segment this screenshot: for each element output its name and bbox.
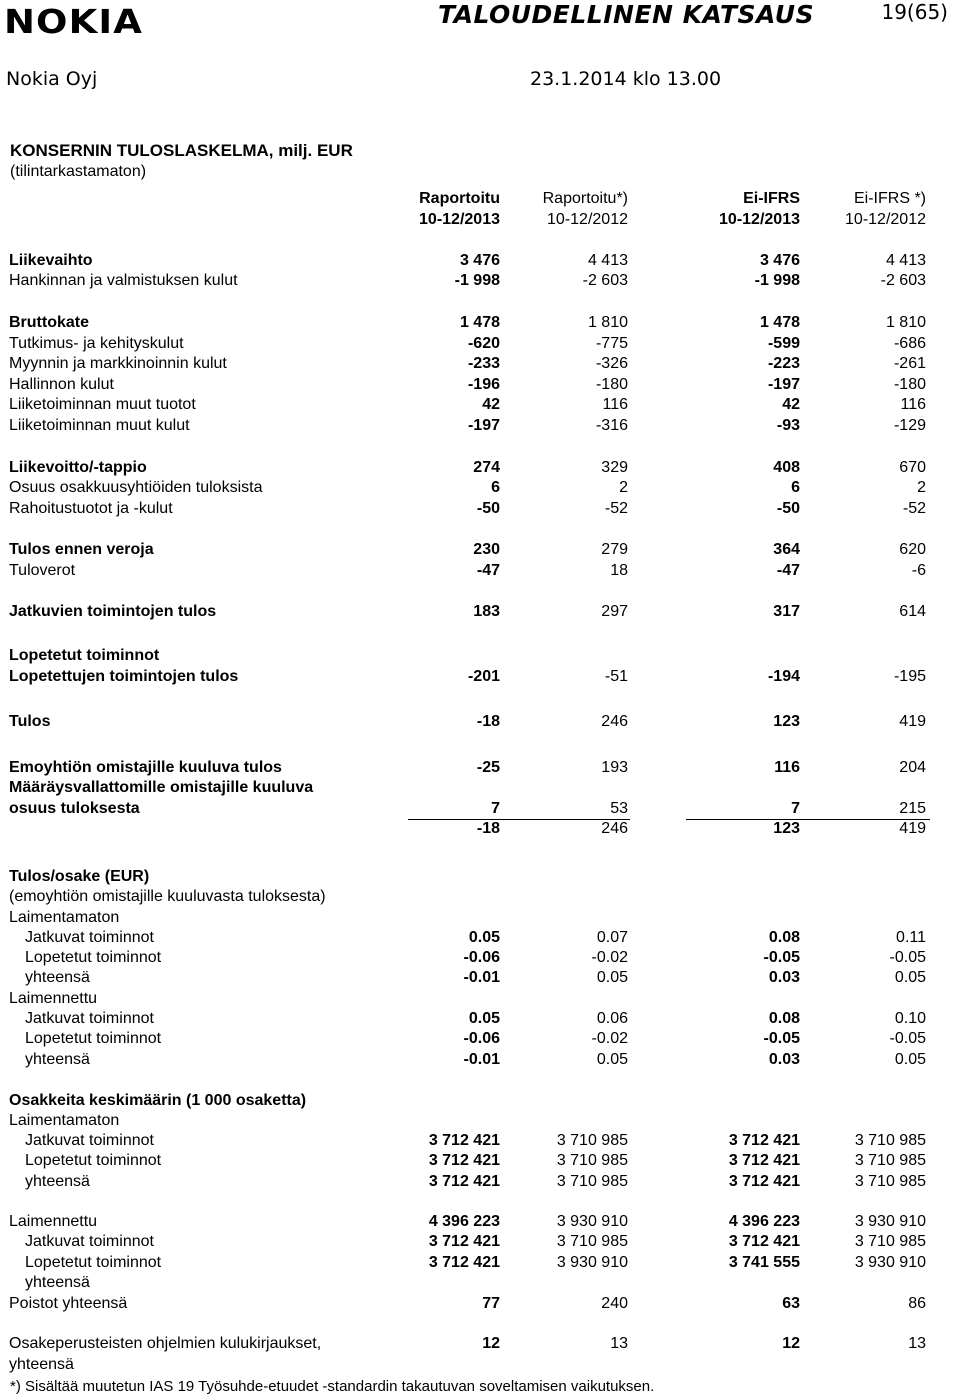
cell-col-1: 183: [473, 603, 500, 620]
column-header-2-line2: 10-12/2012: [547, 211, 628, 228]
row-label: yhteensä: [25, 969, 90, 986]
cell-col-4: 2: [917, 479, 926, 496]
cell-col-4: 3 930 910: [854, 1213, 926, 1230]
cell-col-4: 3 710 985: [854, 1233, 926, 1250]
cell-col-1: -233: [467, 355, 500, 372]
table-row: [0, 353, 960, 374]
table-row: [0, 333, 960, 354]
row-label: Poistot yhteensä: [9, 1295, 128, 1312]
table-row: [0, 394, 960, 415]
cell-col-1: -197: [467, 417, 500, 434]
cell-col-4: -6: [911, 562, 926, 579]
cell-col-3: 12: [782, 1335, 800, 1352]
table-row: [0, 757, 960, 778]
cell-col-2: 193: [601, 759, 628, 776]
column-header-4-line1: Ei-IFRS *): [854, 190, 926, 207]
row-label: Lopetetut toiminnot: [25, 1152, 162, 1169]
cell-col-2: 3 930 910: [556, 1254, 628, 1271]
table-row: [0, 270, 960, 291]
cell-col-3: -50: [776, 500, 800, 517]
cell-col-2: 3 930 910: [556, 1213, 628, 1230]
cell-col-2: 18: [610, 562, 628, 579]
cell-col-1: 230: [473, 541, 500, 558]
table-row: [0, 988, 960, 1009]
row-label: Lopetetut toiminnot: [9, 647, 160, 664]
table-row: [0, 1231, 960, 1252]
table-row: [0, 798, 960, 819]
cell-col-2: 0.05: [596, 1051, 628, 1068]
cell-col-1: 3 712 421: [428, 1132, 500, 1149]
table-row: [0, 947, 960, 968]
cell-col-1: -1 998: [454, 272, 500, 289]
row-label: Tulos ennen veroja: [9, 541, 154, 558]
row-label: Osakeperusteisten ohjelmien kulukirjaukset,: [9, 1335, 322, 1352]
row-label: Jatkuvien toimintojen tulos: [9, 603, 217, 620]
cell-col-3: 3 712 421: [728, 1152, 800, 1169]
table-row: [0, 1272, 960, 1293]
cell-col-3: 3 741 555: [728, 1254, 800, 1271]
table-row: [0, 818, 960, 839]
column-header-4-line2: 10-12/2012: [845, 211, 926, 228]
cell-col-2: 4 413: [587, 252, 628, 269]
cell-col-4: 620: [899, 541, 926, 558]
table-row: [0, 886, 960, 907]
row-label: osuus tuloksesta: [9, 800, 140, 817]
table-row: [0, 666, 960, 687]
row-label: Lopetetut toiminnot: [25, 1254, 162, 1271]
cell-col-2: -0.02: [591, 1030, 628, 1047]
table-row: [0, 1090, 960, 1111]
cell-col-2: 3 710 985: [556, 1152, 628, 1169]
cell-col-1: 3 712 421: [428, 1173, 500, 1190]
cell-col-2: 240: [601, 1295, 628, 1312]
row-label: Rahoitustuotot ja -kulut: [9, 500, 173, 517]
cell-col-1: 0.05: [468, 929, 500, 946]
section-subtitle: (tilintarkastamaton): [10, 163, 147, 180]
cell-col-1: -25: [476, 759, 500, 776]
cell-col-1: -0.01: [463, 1051, 500, 1068]
column-header-1-line2: 10-12/2013: [419, 211, 500, 228]
table-row: [0, 1354, 960, 1375]
cell-col-1: 4 396 223: [428, 1213, 500, 1230]
row-label: yhteensä: [25, 1173, 90, 1190]
cell-col-2: -775: [595, 335, 628, 352]
cell-col-4: 419: [899, 713, 926, 730]
cell-col-1: -620: [467, 335, 500, 352]
row-label: yhteensä: [9, 1356, 74, 1373]
cell-col-2: 116: [602, 396, 628, 413]
column-header-3-line1: Ei-IFRS: [743, 190, 800, 207]
row-label: Liiketoiminnan muut kulut: [9, 417, 190, 434]
cell-col-2: 279: [601, 541, 628, 558]
cell-col-1: -201: [467, 668, 500, 685]
cell-col-4: 3 930 910: [854, 1254, 926, 1271]
cell-col-2: 13: [610, 1335, 628, 1352]
company-name: Nokia Oyj: [6, 68, 98, 90]
table-row: [0, 312, 960, 333]
cell-col-1: -0.06: [463, 949, 500, 966]
cell-col-2: -0.02: [591, 949, 628, 966]
table-row: [0, 415, 960, 436]
table-row: [0, 1211, 960, 1232]
table-row: [0, 477, 960, 498]
row-label: Liikevoitto/-tappio: [9, 459, 147, 476]
cell-col-4: 4 413: [885, 252, 926, 269]
row-label: Määräysvallattomille omistajille kuuluva: [9, 779, 314, 796]
cell-col-2: -2 603: [582, 272, 628, 289]
cell-col-4: 1 810: [885, 314, 926, 331]
table-row: [0, 777, 960, 798]
row-label: Jatkuvat toiminnot: [25, 929, 154, 946]
cell-col-1: 0.05: [468, 1010, 500, 1027]
cell-col-4: 670: [899, 459, 926, 476]
cell-col-1: 3 476: [459, 252, 500, 269]
cell-col-3: 123: [773, 820, 800, 837]
cell-col-3: 364: [773, 541, 800, 558]
table-row: [0, 927, 960, 948]
table-row: [0, 539, 960, 560]
cell-col-4: 3 710 985: [854, 1152, 926, 1169]
cell-col-4: -52: [902, 500, 926, 517]
column-header-3: [680, 188, 800, 230]
cell-col-2: 3 710 985: [556, 1132, 628, 1149]
row-label: Osakkeita keskimäärin (1 000 osaketta): [9, 1092, 307, 1109]
cell-col-2: 0.06: [596, 1010, 628, 1027]
table-row: [0, 374, 960, 395]
cell-col-3: -197: [767, 376, 800, 393]
cell-col-3: -223: [767, 355, 800, 372]
cell-col-2: 297: [601, 603, 628, 620]
row-label: yhteensä: [25, 1274, 90, 1291]
column-header-3-line2: 10-12/2013: [719, 211, 800, 228]
row-label: yhteensä: [25, 1051, 90, 1068]
cell-col-1: 274: [473, 459, 500, 476]
row-label: (emoyhtiön omistajille kuuluvasta tuloksesta): [9, 888, 326, 905]
cell-col-4: 215: [899, 800, 926, 817]
cell-col-1: 3 712 421: [428, 1254, 500, 1271]
table-row: [0, 1028, 960, 1049]
cell-col-2: -51: [604, 668, 628, 685]
table-row: [0, 498, 960, 519]
cell-col-2: 0.05: [596, 969, 628, 986]
table-row: [0, 1150, 960, 1171]
table-row: [0, 967, 960, 988]
cell-col-3: 3 712 421: [728, 1132, 800, 1149]
cell-col-2: 2: [619, 479, 628, 496]
table-row: [0, 250, 960, 271]
cell-col-4: 3 710 985: [854, 1132, 926, 1149]
row-label: Jatkuvat toiminnot: [25, 1233, 154, 1250]
cell-col-1: -47: [476, 562, 500, 579]
cell-col-3: 116: [774, 759, 800, 776]
cell-col-3: 0.08: [768, 929, 800, 946]
row-label: Laimentamaton: [9, 909, 120, 926]
table-row: [0, 1293, 960, 1314]
table-row: [0, 711, 960, 732]
row-label: Osuus osakkuusyhtiöiden tuloksista: [9, 479, 263, 496]
cell-col-2: 246: [601, 713, 628, 730]
cell-col-4: 0.10: [894, 1010, 926, 1027]
cell-col-2: 246: [601, 820, 628, 837]
row-label: Liiketoiminnan muut tuotot: [9, 396, 196, 413]
cell-col-3: -0.05: [763, 949, 800, 966]
section-title: KONSERNIN TULOSLASKELMA, milj. EUR: [10, 141, 353, 160]
cell-col-3: 6: [791, 479, 800, 496]
cell-col-3: 0.03: [768, 1051, 800, 1068]
row-label: Lopetettujen toimintojen tulos: [9, 668, 239, 685]
table-row: [0, 1171, 960, 1192]
cell-col-4: 86: [908, 1295, 926, 1312]
document-title: TALOUDELLINEN KATSAUS: [438, 0, 815, 29]
cell-col-4: -195: [893, 668, 926, 685]
cell-col-2: 0.07: [596, 929, 628, 946]
cell-col-3: 42: [782, 396, 800, 413]
row-label: Laimennettu: [9, 990, 98, 1007]
row-label: Liikevaihto: [9, 252, 93, 269]
row-label: Lopetetut toiminnot: [25, 949, 162, 966]
cell-col-4: 0.05: [894, 969, 926, 986]
cell-col-4: -261: [893, 355, 926, 372]
cell-col-1: 3 712 421: [428, 1152, 500, 1169]
column-header-2: [508, 188, 628, 230]
cell-col-3: 408: [773, 459, 800, 476]
cell-col-4: -180: [893, 376, 926, 393]
cell-col-2: 1 810: [587, 314, 628, 331]
table-row: [0, 1110, 960, 1131]
row-label: Bruttokate: [9, 314, 90, 331]
cell-col-4: -2 603: [880, 272, 926, 289]
row-label: Myynnin ja markkinoinnin kulut: [9, 355, 227, 372]
table-row: [0, 560, 960, 581]
cell-col-1: 7: [491, 800, 500, 817]
cell-col-3: 0.08: [768, 1010, 800, 1027]
cell-col-4: 419: [899, 820, 926, 837]
cell-col-3: 3 712 421: [728, 1233, 800, 1250]
table-row: [0, 601, 960, 622]
row-label: Emoyhtiön omistajille kuuluva tulos: [9, 759, 282, 776]
cell-col-3: 4 396 223: [728, 1213, 800, 1230]
cell-col-2: -180: [595, 376, 628, 393]
column-header-1-line1: Raportoitu: [419, 190, 500, 207]
cell-col-3: 123: [773, 713, 800, 730]
cell-col-3: 317: [773, 603, 800, 620]
cell-col-4: 3 710 985: [854, 1173, 926, 1190]
cell-col-4: -129: [893, 417, 926, 434]
row-label: Laimennettu: [9, 1213, 98, 1230]
table-row: [0, 1252, 960, 1273]
cell-col-1: -18: [476, 713, 500, 730]
cell-col-3: 63: [782, 1295, 800, 1312]
cell-col-4: -686: [893, 335, 926, 352]
table-row: [0, 866, 960, 887]
table-row: [0, 907, 960, 928]
cell-col-4: -0.05: [889, 1030, 926, 1047]
cell-col-4: -0.05: [889, 949, 926, 966]
row-label: Hallinnon kulut: [9, 376, 114, 393]
column-header-1: [380, 188, 500, 230]
cell-col-1: -0.06: [463, 1030, 500, 1047]
table-row: [0, 645, 960, 666]
cell-col-3: 3 712 421: [728, 1173, 800, 1190]
table-row: [0, 1333, 960, 1354]
table-row: [0, 1008, 960, 1029]
cell-col-2: 53: [610, 800, 628, 817]
row-label: Lopetetut toiminnot: [25, 1030, 162, 1047]
cell-col-2: -52: [604, 500, 628, 517]
footnote: *) Sisältää muutetun IAS 19 Työsuhde-etuudet -standardin takautuvan soveltamisen vaikutuksen.: [10, 1378, 655, 1395]
column-header-4: [806, 188, 926, 230]
cell-col-3: 7: [791, 800, 800, 817]
table-row: [0, 1049, 960, 1070]
row-label: Tulos/osake (EUR): [9, 868, 150, 885]
cell-col-1: 3 712 421: [428, 1233, 500, 1250]
cell-col-1: -18: [476, 820, 500, 837]
cell-col-4: 614: [899, 603, 926, 620]
cell-col-3: -0.05: [763, 1030, 800, 1047]
row-label: Hankinnan ja valmistuksen kulut: [9, 272, 238, 289]
cell-col-1: 12: [482, 1335, 500, 1352]
row-label: Tuloverot: [9, 562, 76, 579]
cell-col-2: 3 710 985: [556, 1233, 628, 1250]
row-label: Tulos: [9, 713, 51, 730]
cell-col-4: 0.11: [896, 929, 926, 946]
row-label: Jatkuvat toiminnot: [25, 1132, 154, 1149]
cell-col-1: 1 478: [459, 314, 500, 331]
cell-col-1: 6: [491, 479, 500, 496]
column-header-2-line1: Raportoitu*): [542, 190, 628, 207]
release-date: 23.1.2014 klo 13.00: [530, 68, 722, 90]
table-row: [0, 1130, 960, 1151]
cell-col-3: -599: [767, 335, 800, 352]
cell-col-3: -1 998: [754, 272, 800, 289]
row-label: Laimentamaton: [9, 1112, 120, 1129]
cell-col-1: -0.01: [463, 969, 500, 986]
cell-col-4: 0.05: [894, 1051, 926, 1068]
row-label: Jatkuvat toiminnot: [25, 1010, 154, 1027]
cell-col-3: -93: [776, 417, 800, 434]
cell-col-4: 13: [908, 1335, 926, 1352]
row-label: Tutkimus- ja kehityskulut: [9, 335, 184, 352]
cell-col-1: 42: [482, 396, 500, 413]
cell-col-4: 204: [899, 759, 926, 776]
cell-col-3: 1 478: [759, 314, 800, 331]
cell-col-3: -194: [767, 668, 800, 685]
cell-col-1: 77: [482, 1295, 500, 1312]
cell-col-3: 0.03: [768, 969, 800, 986]
nokia-logo: NOKIA: [4, 2, 143, 41]
cell-col-1: -196: [467, 376, 500, 393]
page-number: 19(65): [881, 0, 948, 24]
cell-col-2: -316: [595, 417, 628, 434]
cell-col-2: -326: [595, 355, 628, 372]
cell-col-3: 3 476: [759, 252, 800, 269]
cell-col-1: -50: [476, 500, 500, 517]
table-row: [0, 457, 960, 478]
cell-col-2: 329: [601, 459, 628, 476]
cell-col-2: 3 710 985: [556, 1173, 628, 1190]
cell-col-3: -47: [776, 562, 800, 579]
cell-col-4: 116: [900, 396, 926, 413]
